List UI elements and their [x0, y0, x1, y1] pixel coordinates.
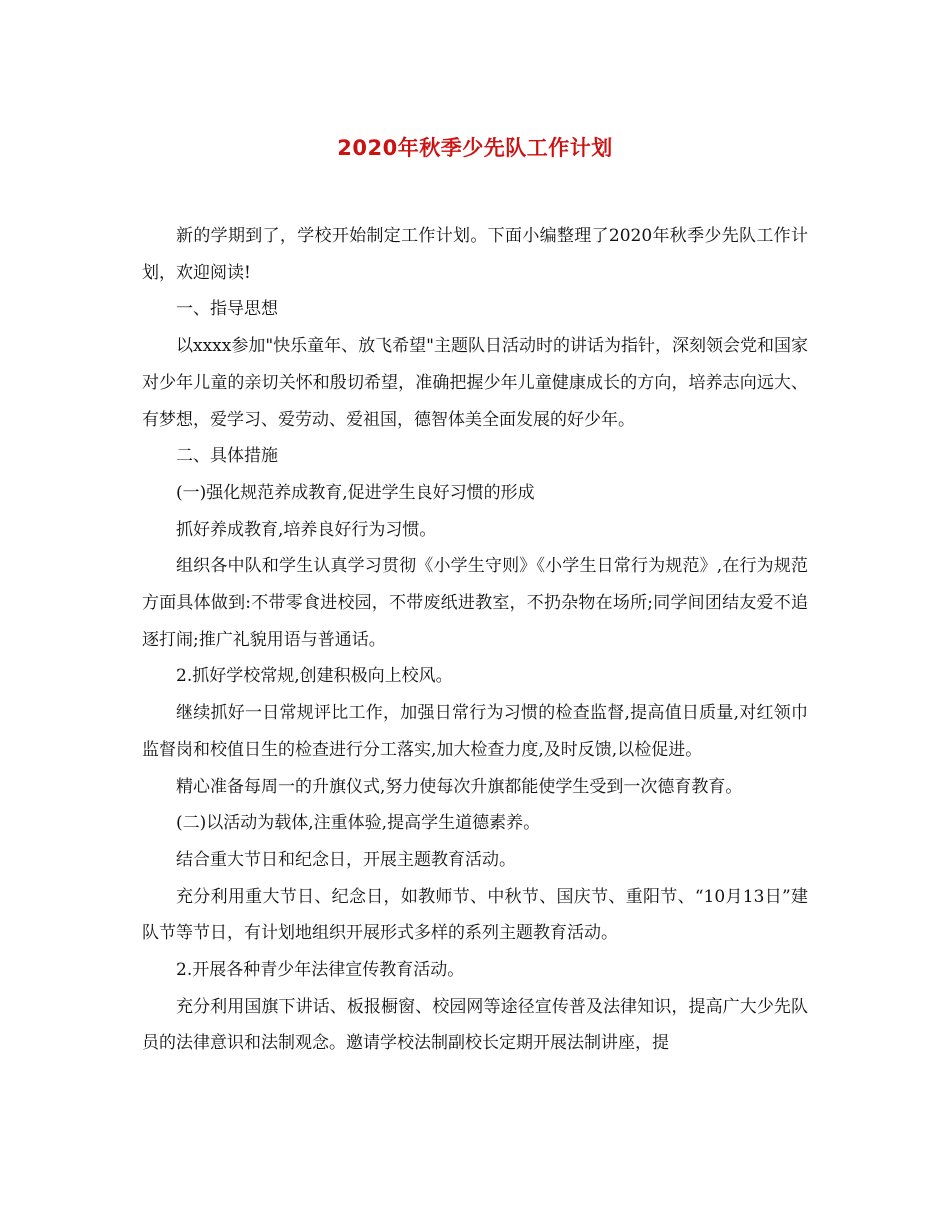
- paragraph: 充分利用国旗下讲话、板报橱窗、校园网等途径宣传普及法律知识，提高广大少先队员的法律意识和法制观念。邀请学校法制副校长定期开展法制讲座，提: [142, 996, 808, 1054]
- subsection-heading: (一)强化规范养成教育,促进学生良好习惯的形成: [176, 482, 535, 503]
- list-item-heading: 2.抓好学校常规,创建积极向上校风。: [176, 666, 453, 687]
- section-heading-specific-measures: 二、具体措施: [176, 446, 278, 467]
- paragraph: 组织各中队和学生认真学习贯彻《小学生守则》《小学生日常行为规范》,在行为规范方面具体做到:不带零食进校园，不带废纸进教室，不扔杂物在场所;同学间团结友爱不追逐打闹;推广礼貌用语与普通话。: [142, 556, 808, 650]
- paragraph: 继续抓好一日常规评比工作，加强日常行为习惯的检查监督,提高值日质量,对红领巾监督岗和校值日生的检查进行分工落实,加大检查力度,及时反馈,以检促进。: [142, 703, 808, 760]
- intro-paragraph: 新的学期到了，学校开始制定工作计划。下面小编整理了2020年秋季少先队工作计划，欢迎阅读!: [142, 226, 808, 283]
- paragraph: 结合重大节日和纪念日，开展主题教育活动。: [176, 849, 516, 870]
- paragraph: 抓好养成教育,培养良好行为习惯。: [176, 519, 437, 540]
- paragraph: 充分利用重大节日、纪念日，如教师节、中秋节、国庆节、重阳节、“10月13日”建队节等节日，有计划地组织开展形式多样的系列主题教育活动。: [142, 886, 808, 944]
- list-item-heading: 2.开展各种青少年法律宣传教育活动。: [176, 960, 465, 981]
- subsection-heading: (二)以活动为载体,注重体验,提高学生道德素养。: [176, 813, 541, 834]
- paragraph: 以xxxx参加"快乐童年、放飞希望"主题队日活动时的讲话为指针，深刻领会党和国家对少年儿童的亲切关怀和殷切希望，准确把握少年儿童健康成长的方向，培养志向远大、有梦想，爱学习、爱劳动、爱祖国，德智体美全面发展的好少年。: [142, 336, 808, 430]
- section-heading-guiding-ideology: 一、指导思想: [176, 299, 278, 320]
- document-title: 2020年秋季少先队工作计划: [337, 136, 613, 160]
- document-body: [142, 218, 808, 1062]
- paragraph: 精心准备每周一的升旗仪式,努力使每次升旗都能使学生受到一次德育教育。: [176, 776, 743, 797]
